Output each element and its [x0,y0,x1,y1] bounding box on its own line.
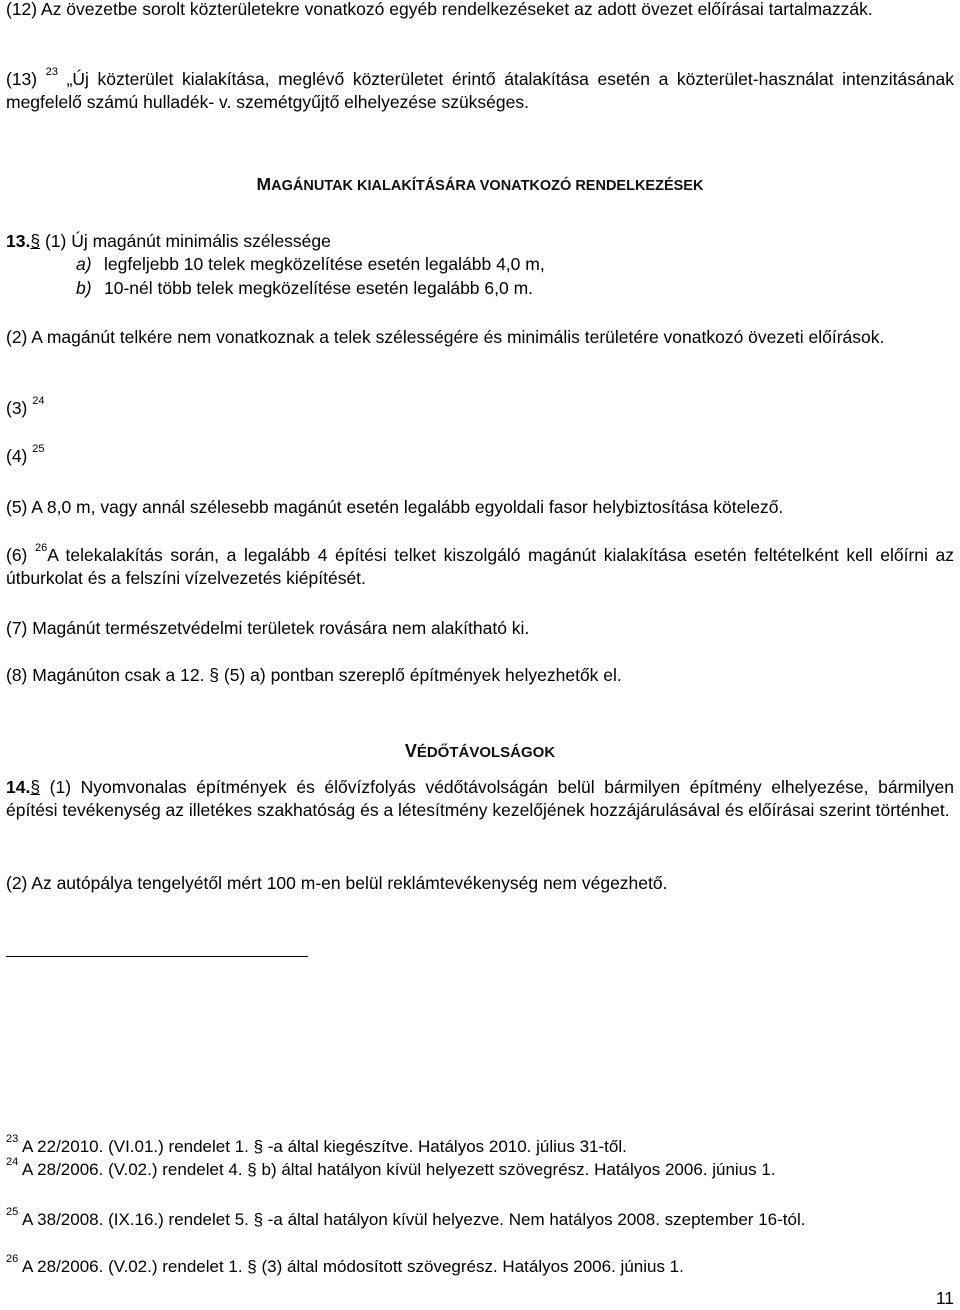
section-13-p7-text: (7) Magánút természetvédelmi területek rovására nem alakítható ki. [6,618,530,638]
section-13-paragraph-3 [6,397,954,420]
item-a-text: legfeljebb 10 telek megközelítése esetén legalább 4,0 m, [104,254,545,274]
section-sign-icon: § [30,777,41,797]
footnote-number: 24 [6,1156,19,1169]
section-14-p2-text: (2) Az autópálya tengelyétől mért 100 m-en belül reklámtevékenység nem végezhető. [6,873,668,893]
section-13-p2-text: (2) A magánút telkére nem vonatkoznak a telek szélességére és minimális területére vonatkozó övezeti előírások. [6,327,885,347]
heading-rest: AGÁNUTAK KIALAKÍTÁSÁRA VONATKOZÓ RENDELKEZÉSEK [271,178,704,194]
footnote-text: A 28/2006. (V.02.) rendelet 4. § b) által hatályon kívül helyezett szövegrész. Hatályos 2006. június 1. [22,1160,776,1179]
footnote-text: A 38/2008. (IX.16.) rendelet 5. § -a által hatályon kívül helyezve. Nem hatályos 2008. szeptember 16-tól. [22,1210,806,1229]
section-14-paragraph-2 [6,872,954,895]
section-13-item-a [76,253,545,276]
footnote-number: 25 [6,1206,19,1219]
section-13-paragraph-4 [6,445,954,468]
section-heading-protection-distances [0,740,960,764]
section-13-paragraph-6 [6,544,954,590]
footnote-number: 26 [6,1253,19,1266]
footnote-ref-23[interactable]: 23 [45,66,58,79]
section-13-item-b [76,277,533,300]
footnote-25 [6,1208,954,1231]
section-14-number: 14. [6,777,31,797]
p3-number: (3) [6,398,28,418]
p6-number: (6) [6,545,28,565]
paragraph-13-text: „Új közterület kialakítása, meglévő közterületet érintő átalakítása esetén a közterület-használat intenzitásának megfelelő számú hulladék- v. szemétgyűjtő elhelyezése szükséges. [6,69,954,112]
section-13-p5-text: (5) A 8,0 m, vagy annál szélesebb magánút esetén legalább egyoldali fasor helybiztosítása kötelező. [6,497,784,517]
section-13-p1-text: (1) Új magánút minimális szélessége [44,231,331,251]
heading-first-letter: V [404,741,417,761]
section-13-paragraph-1 [6,230,954,253]
section-sign-icon: § [30,231,41,251]
section-13-paragraph-2 [6,326,954,349]
heading-rest: ÉDŐTÁVOLSÁGOK [416,744,556,761]
item-b-text: 10-nél több telek megközelítése esetén legalább 6,0 m. [104,278,534,298]
section-13-paragraph-7 [6,617,954,640]
section-14-paragraph-1 [6,776,954,822]
section-13-paragraph-8 [6,664,954,687]
paragraph-13-number: (13) [6,69,38,89]
paragraph-12 [6,0,954,21]
section-14-p1-text: (1) Nyomvonalas építmények és élővízfolyás védőtávolságán belül bármilyen építmény elhelyezése, bármilyen építési tevékenység az illetékes szakhatóság és a létesítmény kezelőjének hozzájárulásával és előírásai szerint történhet. [6,777,954,820]
footnote-ref-25[interactable]: 25 [32,443,45,456]
footnote-text: A 22/2010. (VI.01.) rendelet 1. § -a által kiegészítve. Hatályos 2010. július 31-től. [22,1137,627,1156]
footnote-separator [6,956,308,957]
section-heading-private-roads [0,173,960,198]
footnote-number: 23 [6,1133,19,1146]
footnote-26 [6,1255,954,1278]
p6-text: A telekalakítás során, a legalább 4 építési telket kiszolgáló magánút kialakítása esetén feltételként kell előírni az útburkolat és a felszíni vízelvezetés kiépítését. [6,545,954,588]
section-13-number: 13. [6,231,31,251]
heading-first-letter: M [256,174,272,194]
footnote-24 [6,1158,954,1181]
item-b-label: b) [76,278,92,298]
section-13-p8-text: (8) Magánúton csak a 12. § (5) a) pontban szereplő építmények helyezhetők el. [6,665,622,685]
item-a-label: a) [76,254,92,274]
footnote-text: A 28/2006. (V.02.) rendelet 1. § (3) által módosított szövegrész. Hatályos 2006. június 1. [22,1257,684,1276]
page-number: 11 [935,1288,954,1308]
footnote-ref-24[interactable]: 24 [32,395,45,408]
footnote-ref-26[interactable]: 26 [34,542,48,555]
paragraph-13 [6,68,954,114]
p4-number: (4) [6,446,28,466]
section-13-paragraph-5 [6,496,954,519]
paragraph-12-text: (12) Az övezetbe sorolt közterületekre vonatkozó egyéb rendelkezéseket az adott övezet előírásai tartalmazzák. [6,0,873,19]
footnote-23 [6,1135,954,1158]
